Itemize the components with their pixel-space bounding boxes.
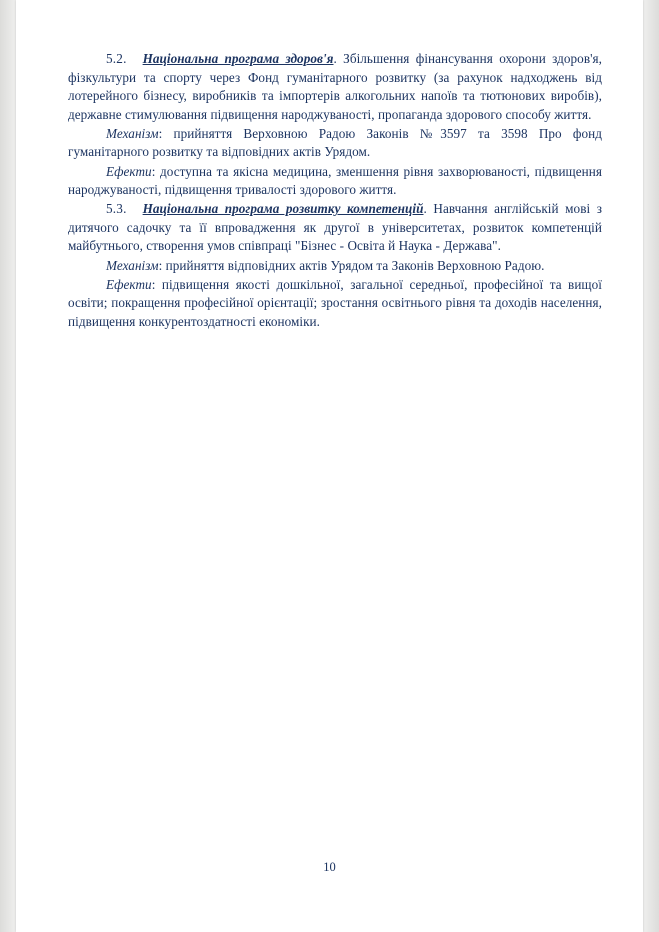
mechanism-label: Механізм [106, 125, 159, 141]
page-shadow-right [643, 0, 659, 932]
section-5-2 [68, 50, 602, 200]
effects-label: Ефекти [106, 163, 152, 179]
section-5-2-effects [68, 163, 602, 200]
section-5-2-text: . Збільшення фінансування охорони здоров'я, фізкультури та спорту через Фонд гуманітарного розвитку (за рахунок надходжень від лотерейного бізнесу, виробників та імпортерів алкогольних напоїв та тютюнових виробів), державне стимулювання підвищення народжуваності, пропаганда здорового способу життя. [68, 51, 602, 122]
section-5-3 [68, 200, 602, 331]
section-5-3-paragraph [68, 200, 602, 256]
mechanism-text: : прийняття відповідних актів Урядом та Законів Верховною Радою. [158, 257, 545, 273]
section-5-2-number: 5.2. [106, 51, 127, 66]
section-5-3-number: 5.3. [106, 201, 127, 217]
section-5-3-effects [68, 276, 602, 332]
mechanism-text: : прийняття Верховною Радою Законів №3597 та 3598 Про фонд гуманітарного розвитку та відповідних актів Урядом. [68, 125, 602, 160]
mechanism-label: Механізм [106, 257, 159, 273]
effects-text: : підвищення якості дошкільної, загальної середньої, професійної та вищої освіти; покращення професійної орієнтації; зростання освітнього рівня та доходів населення, підвищення конкурентоздатності економіки. [68, 276, 602, 329]
page-shadow-left [0, 0, 16, 932]
page-number: 10 [323, 860, 336, 874]
section-5-2-mechanism [68, 125, 602, 162]
section-5-2-paragraph [68, 50, 602, 124]
section-5-3-title: Національна програма розвитку компетенцій [142, 201, 424, 217]
effects-label: Ефекти [106, 276, 152, 292]
section-5-2-title: Національна програма здоров'я [142, 51, 334, 66]
document-body [68, 50, 602, 332]
document-page [16, 0, 643, 932]
section-5-3-text: . Навчання англійській мові з дитячого садочку та її впровадження як другої в університетах, розвиток компетенцій майбутнього, створення умов співпраці "Бізнес - Освіта й Наука - Держава". [68, 201, 602, 254]
section-5-3-mechanism [68, 257, 602, 276]
effects-text: : доступна та якісна медицина, зменшення рівня захворюваності, підвищення народжуваності, підвищення тривалості здорового життя. [68, 163, 602, 198]
